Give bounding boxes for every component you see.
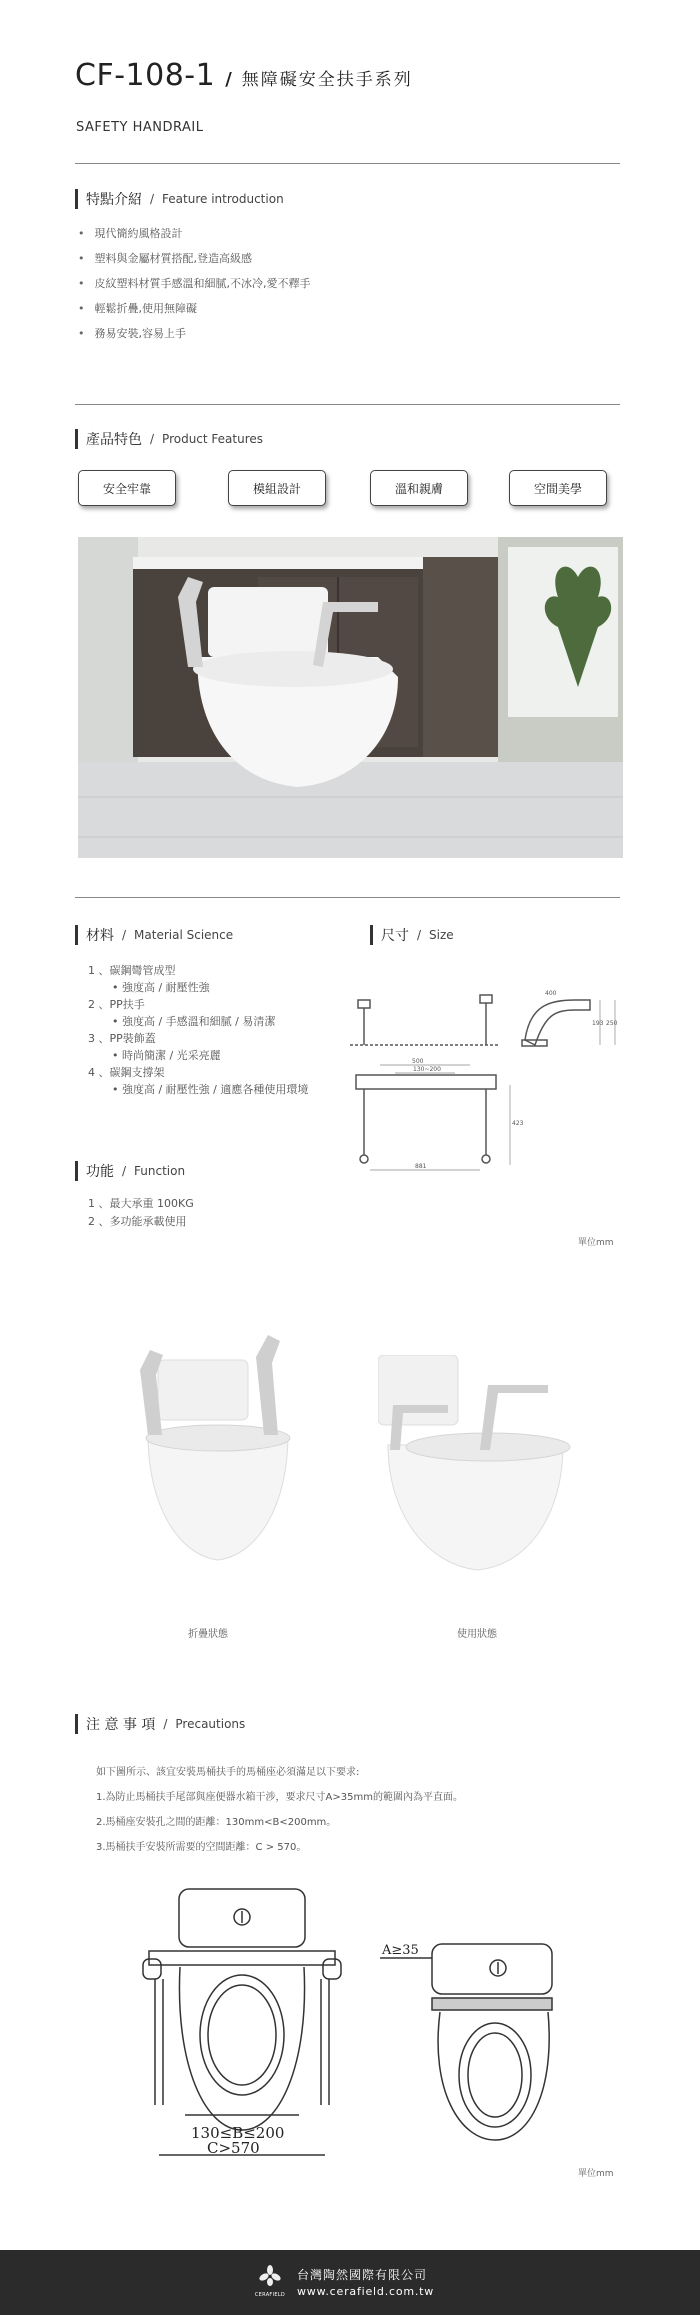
series-name: 無障礙安全扶手系列	[241, 70, 413, 90]
dim-b: 130≤B≤200	[191, 2124, 285, 2142]
heading-sep: /	[417, 928, 422, 942]
company-logo	[252, 2264, 288, 2302]
list-item: • 輕鬆折疊,使用無障礙	[78, 300, 311, 316]
heading-sep: /	[150, 192, 155, 206]
precautions-intro: 如下圖所示、該宜安裝馬桶扶手的馬桶座必須滿足以下要求:	[96, 1767, 360, 1778]
logo-flower-icon	[258, 2264, 282, 2288]
feature-tag-safety: 安全牢靠	[78, 470, 176, 506]
list-item: 2 、PP扶手	[88, 998, 145, 1011]
installation-diagram-side	[380, 1940, 560, 2150]
list-item: • 皮紋塑料材質手感溫和細膩,不冰冷,愛不釋手	[78, 275, 311, 291]
heading-sep: /	[163, 1717, 168, 1731]
list-item-sub: • 強度高 / 手感溫和細膩 / 易清潔	[112, 1015, 276, 1028]
heading-bar	[75, 189, 78, 209]
heading-bar	[75, 1161, 78, 1181]
list-item: 2 、多功能承載使用	[88, 1215, 187, 1228]
list-item-sub: • 時尚簡潔 / 光采亮麗	[112, 1049, 221, 1062]
heading-bar	[370, 925, 373, 945]
precautions-unit: 單位mm	[578, 2169, 614, 2179]
dim-a: A≥35	[382, 1943, 419, 1958]
dim-423: 423	[512, 1120, 524, 1127]
heading-en: Size	[429, 928, 454, 942]
dim-193: 193	[592, 1020, 604, 1027]
installation-diagram-top	[135, 1885, 350, 2165]
dim-400: 400	[545, 990, 557, 997]
feature-list	[78, 225, 311, 350]
feature-intro-heading	[75, 189, 284, 209]
material-heading	[75, 925, 233, 945]
toilet-in-use-image	[378, 1355, 578, 1585]
divider	[75, 404, 620, 405]
heading-en: Precautions	[175, 1717, 246, 1731]
list-item: 4 、碳鋼支撐架	[88, 1066, 165, 1079]
dim-130-200: 130~200	[413, 1066, 441, 1073]
page-header	[75, 58, 413, 93]
size-diagram	[350, 985, 625, 1185]
heading-zh: 注 意 事 項	[86, 1717, 156, 1733]
logo-text: CERAFIELD	[254, 2292, 286, 2298]
dim-c: C>570	[207, 2139, 260, 2157]
precautions-text	[96, 1760, 463, 1860]
toilet-folded-image	[118, 1335, 318, 1585]
divider	[75, 163, 620, 164]
list-item-sub: • 強度高 / 耐壓性強 / 適應各種使用環境	[112, 1083, 309, 1096]
list-item: 3.馬桶扶手安裝所需要的空間距離：C > 570。	[96, 1842, 307, 1853]
heading-bar	[75, 925, 78, 945]
size-unit: 單位mm	[578, 1238, 614, 1248]
list-item: • 務易安裝,容易上手	[78, 325, 311, 341]
model-number: CF-108-1	[75, 58, 216, 93]
material-list	[88, 962, 308, 1098]
heading-zh: 功能	[86, 1164, 114, 1180]
bathroom-illustration	[78, 537, 623, 858]
heading-sep: /	[122, 1164, 127, 1178]
heading-en: Feature introduction	[162, 192, 284, 206]
list-item: 2.馬桶座安裝孔之間的距離：130mm<B<200mm。	[96, 1817, 337, 1828]
list-item: • 塑料與金屬材質搭配,登造高級感	[78, 250, 311, 266]
dim-500: 500	[412, 1058, 424, 1065]
function-list	[88, 1195, 194, 1231]
dim-881: 881	[415, 1163, 427, 1170]
in-use-state-label: 使用狀態	[457, 1629, 497, 1640]
company-name: 台灣陶然國際有限公司	[297, 2268, 428, 2282]
product-photo	[78, 537, 623, 858]
heading-zh: 產品特色	[86, 432, 142, 448]
folded-state-label: 折疊狀態	[188, 1629, 228, 1640]
heading-sep: /	[122, 928, 127, 942]
list-item: 1 、碳鋼彎管成型	[88, 964, 176, 977]
heading-zh: 材料	[86, 928, 114, 944]
company-url[interactable]: www.cerafield.com.tw	[297, 2285, 435, 2298]
heading-en: Material Science	[134, 928, 234, 942]
heading-en: Function	[134, 1164, 186, 1178]
feature-tag-skin-friendly: 溫和親膚	[370, 470, 468, 506]
heading-bar	[75, 429, 78, 449]
precautions-heading	[75, 1714, 245, 1734]
heading-sep: /	[150, 432, 155, 446]
list-item: • 現代簡約風格設計	[78, 225, 311, 241]
heading-zh: 特點介紹	[86, 192, 142, 208]
size-heading	[370, 925, 454, 945]
feature-tag-modular: 模組設計	[228, 470, 326, 506]
list-item: 1 、最大承重 100KG	[88, 1197, 194, 1210]
title-slash: /	[225, 69, 232, 90]
product-features-heading	[75, 429, 263, 449]
heading-zh: 尺寸	[381, 928, 409, 944]
feature-tag-aesthetic: 空間美學	[509, 470, 607, 506]
dim-250: 250	[606, 1020, 618, 1027]
heading-bar	[75, 1714, 78, 1734]
heading-en: Product Features	[162, 432, 264, 446]
page-subtitle: SAFETY HANDRAIL	[76, 120, 204, 135]
list-item: 3 、PP裝飾蓋	[88, 1032, 156, 1045]
divider	[75, 897, 620, 898]
footer	[0, 2250, 700, 2315]
list-item: 1.為防止馬桶扶手尾部與座便器水箱干涉，要求尺寸A>35mm的範圍內為平直面。	[96, 1792, 463, 1803]
list-item-sub: • 強度高 / 耐壓性強	[112, 981, 210, 994]
function-heading	[75, 1161, 185, 1181]
